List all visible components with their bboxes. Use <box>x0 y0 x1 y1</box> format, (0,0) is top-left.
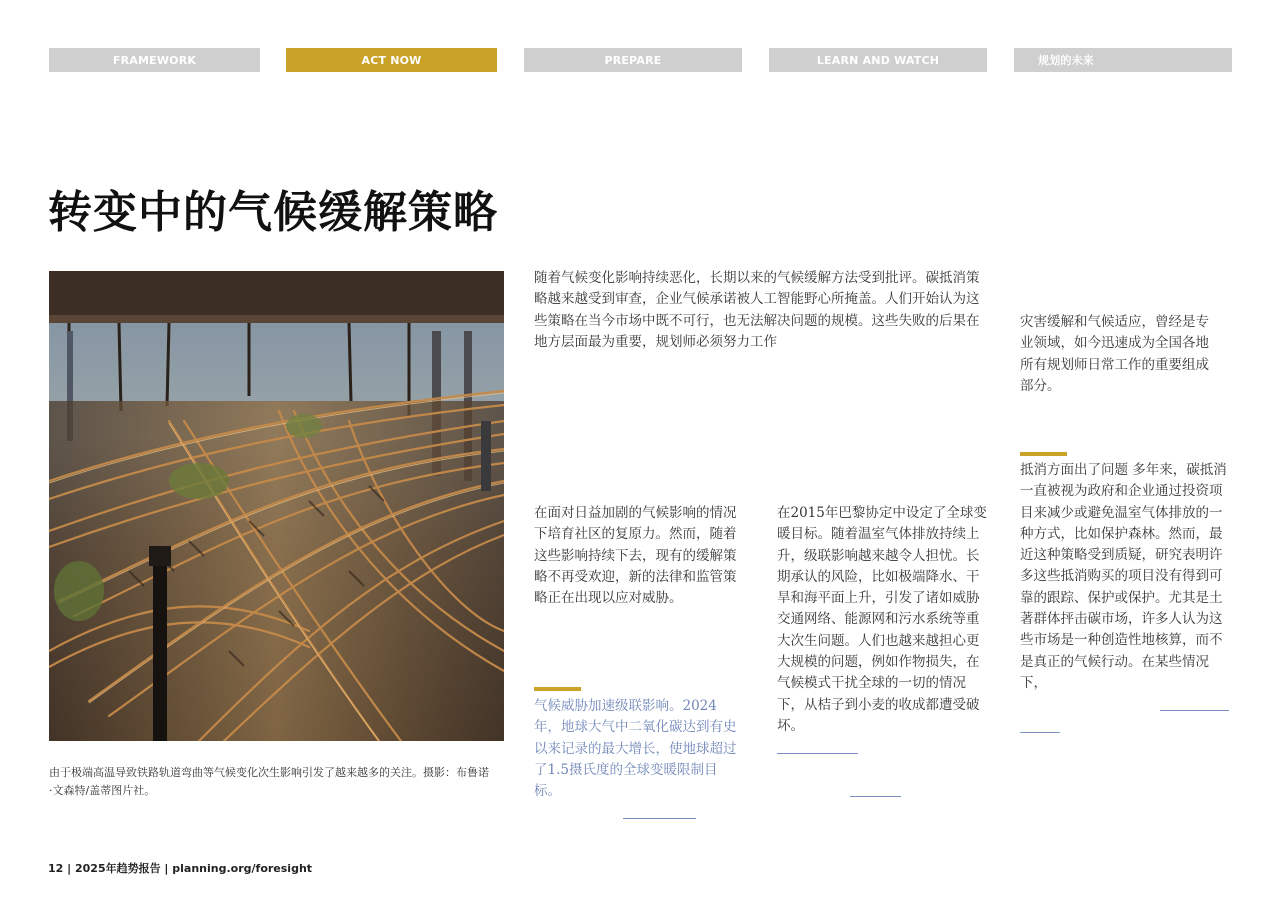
divider-rule <box>1160 710 1229 711</box>
column4-paragraph: 抵消方面出了问题 多年来，碳抵消一直被视为政府和企业通过投资项目来减少或避免温室气体排放的一种方式，比如保护森林。然而，最近这种策略受到质疑，研究表明许多这些抵消购买的项目没有得到可靠的跟踪、保护或保护。尤其是土著群体抨击碳市场，许多人认为这些市场是一种创造性地核算，而不是真正的气候行动。在某些情况下， <box>1020 462 1227 691</box>
image-caption: 由于极端高温导致铁路轨道弯曲等气候变化次生影响引发了越来越多的关注。摄影：布鲁诺·文森特/盖蒂图片社。 <box>49 766 489 797</box>
divider-rule <box>777 753 858 754</box>
column2-paragraph: 在面对日益加剧的气候影响的情况下培育社区的复原力。然而，随着这些影响持续下去，现有的缓解策略不再受欢迎，新的法律和监管策略正在出现以应对威胁。 <box>534 505 737 607</box>
page-footer: 12 | 2025年趋势报告 | planning.org/foresight <box>48 862 313 875</box>
tab-framework[interactable]: FRAMEWORK <box>49 48 260 72</box>
railway-tracks-photo <box>49 271 504 741</box>
tab-prepare[interactable]: PREPARE <box>524 48 742 72</box>
page-title: 转变中的气候缓解策略 <box>48 187 498 238</box>
section-accent-bar <box>1020 452 1067 456</box>
tab-learn-and-watch[interactable]: LEARN AND WATCH <box>769 48 987 72</box>
column4-intro: 灾害缓解和气候适应，曾经是专业领域，如今迅速成为全国各地所有规划师日常工作的重要组成部分。 <box>1020 314 1209 394</box>
pull-quote: 气候威胁加速级联影响。2024年，地球大气中二氧化碳达到有史以来记录的最大增长，使地球超过了1.5摄氏度的全球变暖限制目标。 <box>534 698 737 800</box>
lead-paragraph: 随着气候变化影响持续恶化，长期以来的气候缓解方法受到批评。碳抵消策略越来越受到审查，企业气候承诺被人工智能野心所掩盖。人们开始认为这些策略在当今市场中既不可行，也无法解决问题的规模。这些失败的后果在地方层面最为重要，规划师必须努力工作 <box>534 270 980 350</box>
tab-planning-future[interactable]: 规划的未来 <box>1014 48 1232 72</box>
divider-rule <box>850 796 901 797</box>
tab-act-now[interactable]: ACT NOW <box>286 48 497 72</box>
divider-rule <box>623 818 696 819</box>
column3-paragraph: 在2015年巴黎协定中设定了全球变暖目标。随着温室气体排放持续上升，级联影响越来越令人担忧。长期承认的风险，比如极端降水、干旱和海平面上升，引发了诸如威胁交通网络、能源网和污水系统等重大次生问题。人们也越来越担心更大规模的问题，例如作物损失，在气候模式干扰全球的一切的情况下，从桔子到小麦的收成都遭受破坏。 <box>777 505 987 734</box>
callout-accent-bar <box>534 687 581 691</box>
divider-rule <box>1020 732 1060 733</box>
